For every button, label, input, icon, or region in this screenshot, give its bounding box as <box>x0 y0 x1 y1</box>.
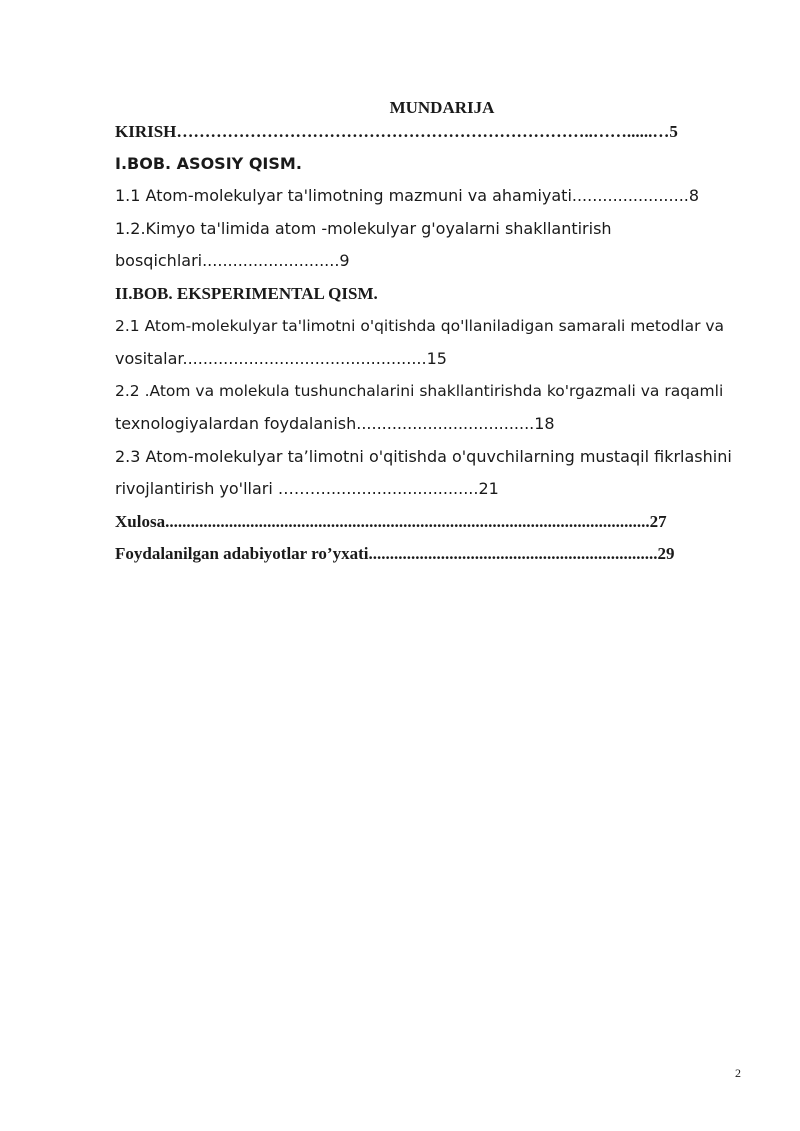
toc-entry-1-1: 1.1 Atom-molekulyar ta'limotning mazmuni va ahamiyati.......................8 <box>115 186 700 205</box>
toc-entry-1-2-line1: 1.2.Kimyo ta'limida atom -molekulyar g'oyalarni shakllantirish <box>115 219 612 238</box>
toc-entry-xulosa: Xulosa..................................................................................................................27 <box>115 512 667 531</box>
toc-chapter-1-heading: I.BOB. ASOSIY QISM. <box>115 154 302 173</box>
page-number: 2 <box>735 1066 741 1080</box>
toc-entry-2-1-line1: 2.1 Atom-molekulyar ta'limotni o'qitishda qo'llaniladigan samarali metodlar va <box>115 317 725 335</box>
toc-entry-2-2-line1: 2.2 .Atom va molekula tushunchalarini shakllantirishda ko'rgazmali va raqamli <box>115 382 724 400</box>
toc-entry-2-2-line2: texnologiyalardan foydalanish...................................18 <box>115 414 555 433</box>
toc-title: MUNDARIJA <box>389 98 495 117</box>
toc-entry-2-3-line1: 2.3 Atom-molekulyar ta’limotni o'qitishda o'quvchilarning mustaqil fikrlashini <box>115 447 732 466</box>
toc-entry-2-3-line2: rivojlantirish yo'llari ………..............................21 <box>115 479 499 498</box>
toc-entry-adabiyotlar: Foydalanilgan adabiyotlar ro’yxati....................................................................29 <box>115 544 675 563</box>
toc-chapter-2-heading: II.BOB. EKSPERIMENTAL QISM. <box>115 284 378 303</box>
toc-entry-kirish: KIRISH………………………………………………………………..……......…5 <box>115 122 678 141</box>
toc-entry-1-2-line2: bosqichlari...........................9 <box>115 251 350 270</box>
toc-entry-2-1-line2: vositalar................................................15 <box>115 349 447 368</box>
